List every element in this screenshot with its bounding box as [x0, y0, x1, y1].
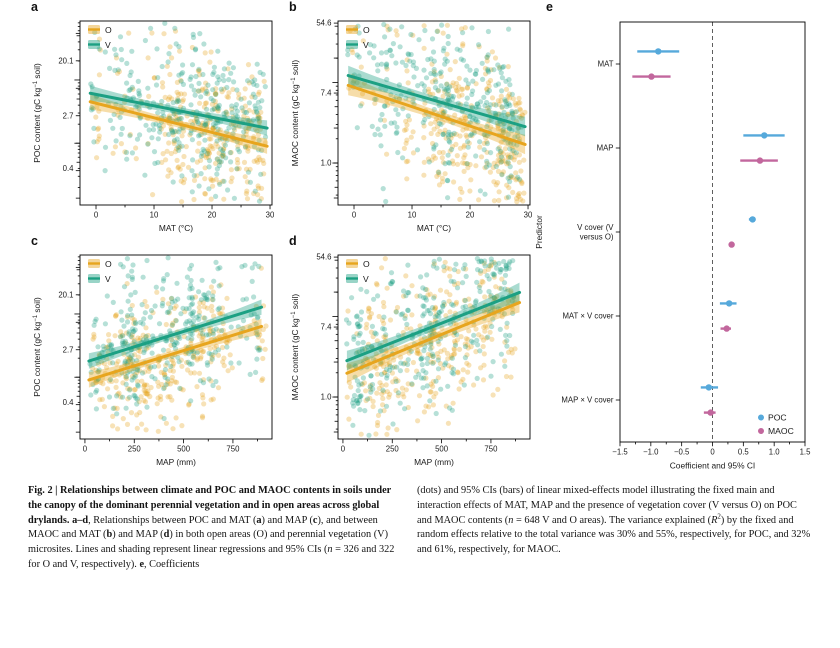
x-tick-label: −0.5: [673, 447, 690, 457]
panel-letter-a: a: [31, 0, 38, 14]
caption-segment: ), and between MAOC and MAT (: [28, 514, 378, 541]
x-tick-label: 0: [82, 444, 88, 454]
caption-segment: 2: [717, 512, 721, 521]
legend: [346, 25, 370, 50]
plot-area: [87, 255, 268, 434]
y-tick-label: 20.1: [58, 290, 74, 300]
estimate-dot-MAOC: [723, 325, 729, 331]
panel-e-forest-plot: [528, 0, 840, 478]
estimate-dot-MAOC: [757, 157, 763, 163]
estimate-dot-POC: [749, 216, 755, 222]
plot-area: [88, 21, 268, 205]
legend: [758, 413, 794, 437]
legend: [88, 259, 112, 284]
caption-segment: ) by the fixed and random effects relative to the total variance was 30% and 55%, respectively, for POC, and 32% and 61%, respectively, for MAOC.: [417, 514, 811, 556]
y-axis-title: POC content (gC $kg^{-1}$ soil): [32, 297, 42, 397]
panel-letter-d: d: [289, 234, 297, 248]
legend-dot-POC: [758, 415, 764, 421]
x-axis-title: MAP (mm): [156, 457, 196, 467]
caption-segment: = 326 and 322 for O and V, respectively).: [28, 544, 395, 571]
caption-right-column: [417, 484, 811, 558]
legend-label-POC: POC: [768, 412, 787, 423]
caption-segment: a: [256, 514, 262, 526]
y-tick-label: 54.6: [316, 18, 332, 28]
panel-b-maoc-vs-mat-scatter: [286, 0, 544, 234]
legend-label-MAOC: MAOC: [768, 426, 794, 436]
legend-label-O: O: [105, 259, 112, 269]
x-tick-label: −1.5: [612, 447, 628, 457]
tick-labels: [561, 60, 811, 457]
predictor-label: MAP: [596, 143, 614, 153]
x-tick-label: 0: [93, 210, 99, 220]
caption-segment: n: [508, 514, 514, 526]
x-tick-label: −1.0: [643, 447, 659, 457]
x-tick-label: 10: [149, 210, 159, 220]
legend-label-V: V: [363, 40, 369, 50]
estimate-dot-MAOC: [648, 73, 654, 79]
caption-segment: a–d: [72, 514, 89, 526]
x-axis-title: MAP (mm): [414, 457, 454, 467]
y-tick-label: 1.0: [320, 158, 332, 168]
estimate-dot-MAOC: [707, 409, 713, 415]
y-tick-label: 20.1: [58, 56, 74, 66]
caption-segment: R: [711, 514, 718, 526]
panel-d-maoc-vs-map-scatter: [286, 234, 544, 468]
caption-segment: b: [106, 529, 113, 541]
caption-segment: c: [312, 514, 318, 526]
x-tick-label: 0: [351, 210, 357, 220]
legend-label-O: O: [363, 25, 370, 35]
plot-area: [345, 22, 527, 204]
x-tick-label: 250: [127, 444, 141, 454]
y-tick-label: 1.0: [320, 392, 332, 402]
predictor-label: MAT: [597, 59, 614, 69]
caption-segment: ) and MAP (: [261, 514, 313, 526]
legend-label-O: O: [363, 259, 370, 269]
y-axis-title: Predictor: [534, 215, 544, 249]
caption-segment: ) and MAP (: [112, 529, 164, 541]
predictor-label: V cover (V: [577, 222, 614, 232]
legend: [346, 259, 370, 284]
x-tick-label: 500: [177, 444, 191, 454]
caption-segment: Fig. 2 | Relationships between climate and POC and MAOC contents in soils under the canopy of the dominant perennial vegetation and in open areas across global drylands.: [28, 485, 392, 526]
y-tick-label: 7.4: [320, 88, 332, 98]
x-tick-label: 250: [385, 444, 399, 454]
legend-label-V: V: [105, 274, 111, 284]
panel-letter-b: b: [289, 0, 297, 14]
x-axis-title: MAT (°C): [416, 223, 452, 233]
x-axis-title: MAT (°C): [158, 223, 194, 233]
caption-segment: = 648 V and O areas). The variance explained (: [513, 514, 712, 526]
legend-dot-MAOC: [758, 428, 764, 434]
panel-letter-e: e: [546, 0, 553, 14]
legend-label-O: O: [105, 25, 112, 35]
x-tick-label: 1.5: [799, 447, 811, 457]
y-tick-label: 54.6: [316, 252, 332, 262]
y-axis-title: POC content (gC $kg^{-1}$ soil): [32, 63, 42, 163]
estimate-dot-MAOC: [728, 241, 734, 247]
x-tick-label: 30: [265, 210, 275, 220]
estimate-dot-POC: [655, 48, 661, 54]
plot-area: [344, 256, 520, 438]
caption-segment: d: [163, 529, 170, 541]
predictor-label: MAP × V cover: [561, 395, 614, 405]
y-axis-title: MAOC content (gC $kg^{-1}$ soil): [290, 59, 300, 167]
caption-left-column: [28, 484, 400, 573]
y-tick-label: 2.7: [62, 345, 74, 355]
x-tick-label: 750: [484, 444, 498, 454]
caption-segment: , Coefficients: [144, 559, 200, 571]
x-tick-label: 0.5: [737, 447, 749, 457]
caption-segment: (dots) and 95% CIs (bars) of linear mixed-effects model illustrating the fixed main and interaction effects of MAT, MAP and the presence of vegetation cover (V versus O) on POC and MAOC contents (: [417, 485, 797, 526]
x-axis-title: Coefficient and 95% CI: [669, 460, 756, 471]
panel-a-poc-vs-mat-scatter: [28, 0, 286, 234]
panel-c-poc-vs-map-scatter: [28, 234, 286, 468]
x-tick-label: 1.0: [768, 447, 780, 457]
estimate-dot-POC: [761, 132, 767, 138]
y-tick-label: 2.7: [62, 111, 74, 121]
x-tick-label: 0: [710, 447, 715, 457]
caption-segment: , Relationships between POC and MAT (: [88, 514, 257, 526]
x-tick-label: 0: [340, 444, 346, 454]
x-tick-label: 500: [435, 444, 449, 454]
estimate-dot-POC: [726, 300, 732, 306]
x-tick-label: 750: [226, 444, 240, 454]
legend-label-V: V: [363, 274, 369, 284]
predictor-label: MAT × V cover: [562, 311, 614, 321]
predictor-label: versus O): [579, 232, 614, 242]
caption-segment: n: [327, 544, 333, 556]
x-tick-label: 20: [207, 210, 217, 220]
estimate-dot-POC: [706, 384, 712, 390]
y-tick-label: 0.4: [62, 163, 74, 173]
caption-segment: e: [139, 559, 145, 571]
legend-label-V: V: [105, 40, 111, 50]
x-tick-label: 20: [465, 210, 475, 220]
y-tick-label: 7.4: [320, 322, 332, 332]
panel-letter-c: c: [31, 234, 38, 248]
caption-segment: ) in both open areas (O) and perennial vegetation (V) microsites. Lines and shading represent linear regressions and 95% CIs (: [28, 529, 389, 556]
y-tick-label: 0.4: [62, 397, 74, 407]
x-tick-label: 10: [407, 210, 417, 220]
x-tick-label: 30: [523, 210, 533, 220]
y-axis-title: MAOC content (gC $kg^{-1}$ soil): [290, 293, 300, 401]
